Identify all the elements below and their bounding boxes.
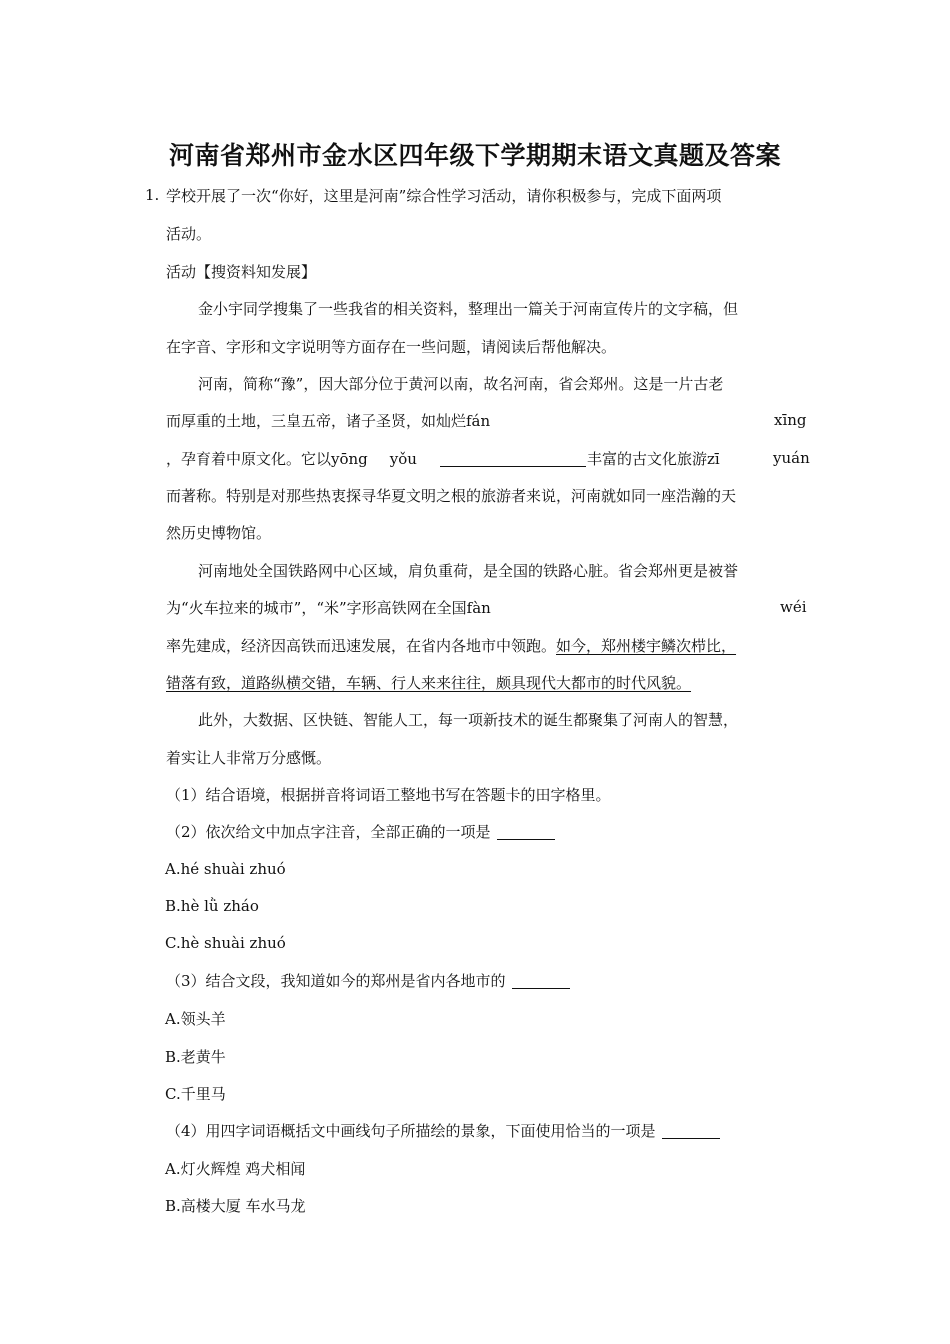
sub-question-4 [166, 1121, 720, 1141]
paragraph-line: 河南，简称“豫”，因大部分位于黄河以南，故名河南，省会郑州。这是一片古老 [198, 375, 724, 393]
pinyin-prompt: wéi [780, 598, 807, 616]
sub-question-1: （1）结合语境，根据拼音将词语工整地书写在答题卡的田字格里。 [166, 786, 611, 804]
answer-blank[interactable] [440, 451, 586, 467]
paragraph-line: 河南地处全国铁路网中心区域，肩负重荷，是全国的铁路心脏。省会郑州更是被誉 [198, 562, 739, 580]
sub-question-text: （2）依次给文中加点字注音，全部正确的一项是 [166, 823, 491, 841]
option-a: A.hé shuài zhuó [165, 860, 286, 878]
paragraph-line [166, 449, 720, 469]
paragraph-line: 此外，大数据、区快链、智能人工，每一项新技术的诞生都聚集了河南人的智慧， [198, 711, 739, 729]
intro-line: 金小宇同学搜集了一些我省的相关资料，整理出一篇关于河南宣传片的文字稿，但 [198, 300, 739, 318]
sub-question-3 [166, 971, 570, 991]
paragraph-line: 而厚重的土地，三皇五帝，诸子圣贤，如灿烂fán [166, 412, 491, 430]
option-a: A.灯火辉煌 鸡犬相闻 [165, 1160, 306, 1178]
underlined-sentence: 如今，郑州楼宇鳞次栉比， [556, 637, 737, 655]
option-c: C.hè shuài zhuó [165, 934, 286, 952]
sub-question-text: （4）用四字词语概括文中画线句子所描绘的景象，下面使用恰当的一项是 [166, 1122, 656, 1140]
intro-line: 在字音、字形和文字说明等方面存在一些问题，请阅读后帮他解决。 [166, 338, 617, 356]
option-b: B.hè lǜ zháo [165, 897, 259, 915]
answer-blank[interactable] [512, 973, 570, 989]
activity-heading: 活动【搜资料知发展】 [166, 263, 317, 281]
paragraph-text: ，孕育着中原文化。它以yōng [166, 450, 368, 468]
document-title: 河南省郑州市金水区四年级下学期期末语文真题及答案 [168, 141, 781, 170]
answer-blank[interactable] [662, 1123, 720, 1139]
paragraph-line: 为“火车拉来的城市”，“米”字形高铁网在全国fàn [166, 599, 491, 617]
option-b: B.高楼大厦 车水马龙 [165, 1197, 306, 1215]
paragraph-line: 着实让人非常万分感慨。 [166, 749, 332, 767]
paragraph-line [166, 636, 736, 656]
underlined-sentence: 错落有致，道路纵横交错，车辆、行人来来往往，颇具现代大都市的时代风貌。 [166, 674, 692, 692]
paragraph-text: 丰富的古文化旅游zī [586, 450, 720, 468]
paragraph-line: 然历史博物馆。 [166, 524, 272, 542]
paragraph-line: 而著称。特别是对那些热衷探寻华夏文明之根的旅游者来说，河南就如同一座浩瀚的天 [166, 487, 737, 505]
question-number: 1. [145, 186, 160, 204]
pinyin-prompt: xīng [774, 411, 807, 429]
option-a: A.领头羊 [165, 1010, 226, 1028]
option-b: B.老黄牛 [165, 1048, 226, 1066]
question-stem-line: 学校开展了一次“你好，这里是河南”综合性学习活动，请你积极参与，完成下面两项 [166, 187, 722, 205]
paragraph-text: 率先建成，经济因高铁而迅速发展，在省内各地市中领跑。 [166, 637, 557, 655]
question-stem-line: 活动。 [166, 225, 212, 243]
sub-question-text: （3）结合文段，我知道如今的郑州是省内各地市的 [166, 972, 506, 990]
answer-blank[interactable] [497, 824, 555, 840]
pinyin-prompt: yǒu [389, 450, 417, 468]
option-c: C.千里马 [165, 1085, 226, 1103]
pinyin-prompt: yuán [773, 449, 810, 467]
sub-question-2 [166, 822, 555, 842]
